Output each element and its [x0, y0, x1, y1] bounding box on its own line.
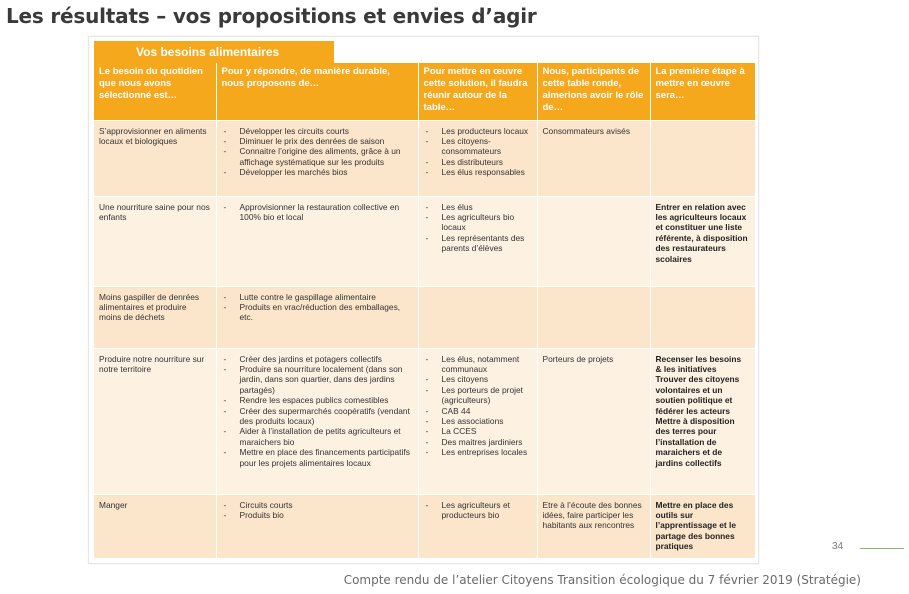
header-actors: Pour mettre en œuvre cette solution, il faudra réunir autour de la table… [418, 63, 537, 120]
cell-proposals [216, 286, 418, 348]
slide-title: Les résultats – vos propositions et envies d’agir [6, 4, 537, 28]
page-number: 34 [832, 541, 844, 552]
header-role: Nous, participants de cette table ronde, aimerions avoir le rôle de… [537, 63, 650, 120]
cell-first-step: Mettre en place des outils sur l’apprentissage et le partage des bonnes pratiques [650, 494, 755, 558]
table-row [94, 120, 755, 196]
list-item: - Produits en vrac/réduction des emballages, etc. [222, 302, 413, 323]
list-item: - Diminuer le prix des denrées de saison [222, 136, 413, 146]
cell-proposals [216, 120, 418, 196]
list-item: - Aider à l’installation de petits agriculteurs et maraichers bio [222, 426, 413, 447]
cell-role: Porteurs de projets [537, 348, 650, 494]
list-item: - Les représentants des parents d’élèves [424, 233, 532, 254]
list-item: - Les associations [424, 416, 532, 426]
table-row [94, 494, 755, 558]
needs-table [94, 63, 756, 558]
list-item: - Développer les circuits courts [222, 126, 413, 136]
table-row [94, 286, 755, 348]
list-item: - Produits bio [222, 510, 413, 520]
table-header-row [94, 63, 755, 120]
cell-need: Produire notre nourriture sur notre territoire [94, 348, 216, 494]
cell-role [537, 196, 650, 286]
list-item: - Les agriculteurs bio locaux [424, 212, 532, 233]
list-item: - Mettre en place des financements participatifs pour les projets alimentaires locaux [222, 447, 413, 468]
cell-role: Consommateurs avisés [537, 120, 650, 196]
list-item: - Les citoyens-consommateurs [424, 136, 532, 157]
cell-actors [418, 196, 537, 286]
list-item: - CAB 44 [424, 406, 532, 416]
list-item: - Les élus responsables [424, 167, 532, 177]
cell-first-step: Recenser les besoins & les initiatives Trouver des citoyens volontaires et un soutien politique et fédérer les acteurs Mettre à disposition des terres pour l’installation de maraichers et de jardins collectifs [650, 348, 755, 494]
list-item: - Rendre les espaces publics comestibles [222, 395, 413, 405]
list-item: - Lutte contre le gaspillage alimentaire [222, 292, 413, 302]
list-item: - Les entreprises locales [424, 447, 532, 457]
list-item: - Les agriculteurs et producteurs bio [424, 500, 532, 521]
cell-actors [418, 286, 537, 348]
cell-need: Une nourriture saine pour nos enfants [94, 196, 216, 286]
list-item: - Créer des jardins et potagers collectifs [222, 354, 413, 364]
list-item: - La CCES [424, 426, 532, 436]
results-table-image [88, 36, 759, 564]
cell-need: Moins gaspiller de denrées alimentaires et produire moins de déchets [94, 286, 216, 348]
list-item: - Les porteurs de projet (agriculteurs) [424, 385, 532, 406]
cell-need: S’approvisionner en aliments locaux et biologiques [94, 120, 216, 196]
cell-first-step [650, 286, 755, 348]
header-first-step: La première étape à mettre en œuvre sera… [650, 63, 755, 120]
header-need: Le besoin du quotidien que nous avons sélectionné est… [94, 63, 216, 120]
list-item: - Les citoyens [424, 374, 532, 384]
cell-actors [418, 348, 537, 494]
list-item: - Les producteurs locaux [424, 126, 532, 136]
page-number-line [860, 548, 904, 549]
table-row [94, 196, 755, 286]
cell-first-step [650, 120, 755, 196]
cell-role [537, 286, 650, 348]
cell-proposals [216, 196, 418, 286]
list-item: - Des maitres jardiniers [424, 437, 532, 447]
cell-actors [418, 120, 537, 196]
list-item: - Produire sa nourriture localement (dans son jardin, dans son quartier, dans des jardins partagés) [222, 364, 413, 395]
cell-actors [418, 494, 537, 558]
cell-role: Etre à l’écoute des bonnes idées, faire participer les habitants aux rencontres [537, 494, 650, 558]
list-item: - Approvisionner la restauration collective en 100% bio et local [222, 202, 413, 223]
cell-first-step: Entrer en relation avec les agriculteurs locaux et constituer une liste référente, à disposition des restaurateurs scolaires [650, 196, 755, 286]
list-item: - Connaitre l’origine des aliments, grâce à un affichage systématique sur les produits [222, 146, 413, 167]
list-item: - Développer les marchés bios [222, 167, 413, 177]
cell-need: Manger [94, 494, 216, 558]
table-banner: Vos besoins alimentaires [94, 41, 334, 63]
list-item: - Les élus [424, 202, 532, 212]
list-item: - Circuits courts [222, 500, 413, 510]
list-item: - Créer des supermarchés coopératifs (vendant des produits locaux) [222, 406, 413, 427]
list-item: - Les élus, notamment communaux [424, 354, 532, 375]
table-row [94, 348, 755, 494]
header-proposal: Pour y répondre, de manière durable, nous proposons de… [216, 63, 418, 120]
list-item: - Les distributeurs [424, 157, 532, 167]
cell-proposals [216, 348, 418, 494]
cell-proposals [216, 494, 418, 558]
footer-caption: Compte rendu de l’atelier Citoyens Transition écologique du 7 février 2019 (Stratégie) [343, 573, 861, 587]
